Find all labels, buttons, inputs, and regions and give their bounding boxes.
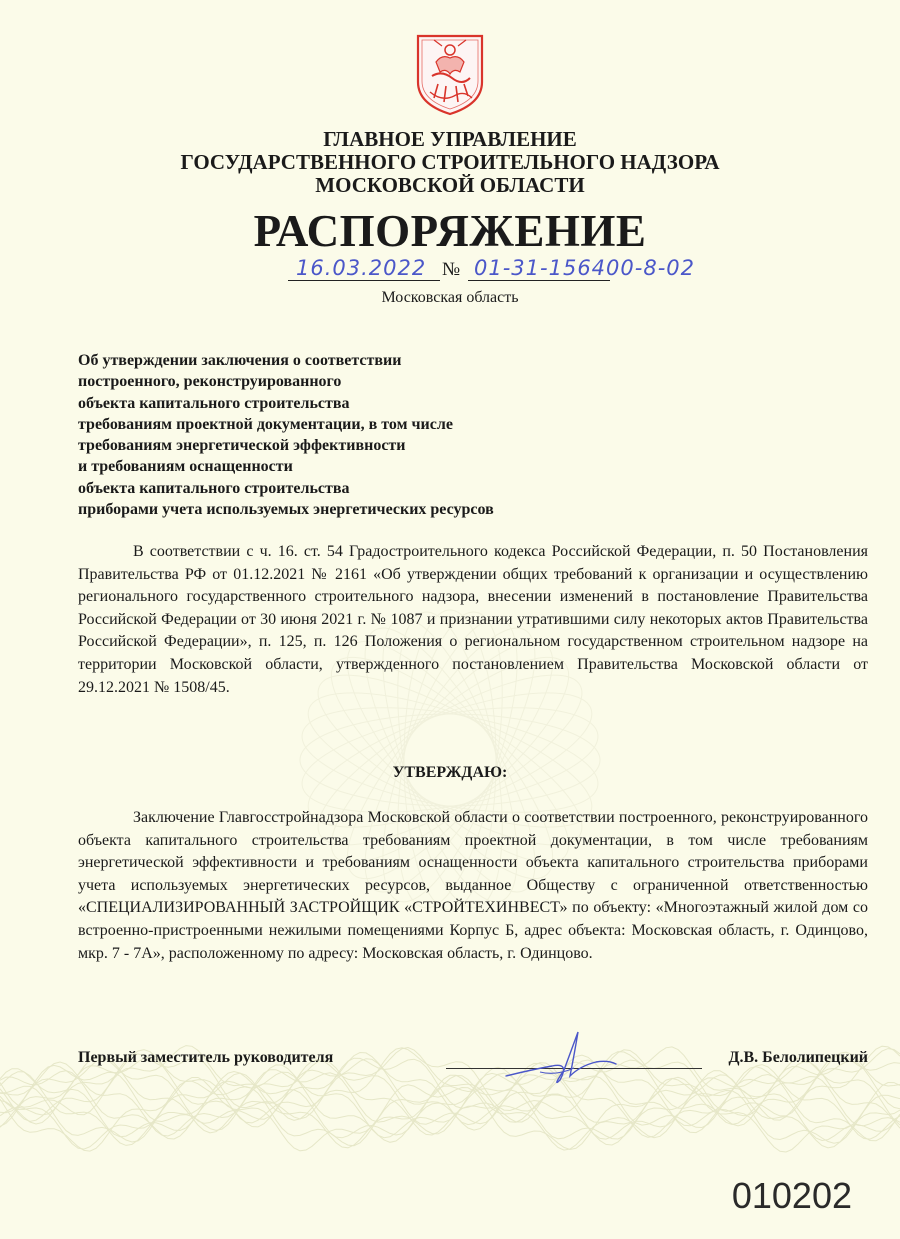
date-underline (288, 280, 440, 281)
subject-line: требованиям энергетической эффективности (78, 437, 406, 455)
order-number: 01-31-156400-8-02 (474, 256, 696, 280)
org-title-line1: ГЛАВНОЕ УПРАВЛЕНИЕ (323, 127, 577, 151)
subject-line: построенного, реконструированного (78, 373, 342, 391)
region-label: Московская область (381, 289, 519, 306)
org-title-line2: ГОСУДАРСТВЕННОГО СТРОИТЕЛЬНОГО НАДЗОРА (180, 150, 720, 174)
subject-block (78, 350, 598, 520)
number-sign: № (442, 259, 461, 280)
coat-of-arms-icon (412, 32, 488, 116)
subject-line: приборами учета используемых энергетических ресурсов (78, 501, 494, 519)
signatory-role: Первый заместитель руководителя (78, 1049, 334, 1066)
approve-heading: УТВЕРЖДАЮ: (392, 764, 508, 781)
subject-line: Об утверждении заключения о соответствии (78, 352, 402, 369)
signatory-name: Д.В. Белолипецкий (728, 1049, 868, 1066)
serial-number: 010202 (731, 1175, 852, 1216)
order-date: 16.03.2022 (296, 256, 427, 280)
subject-line: и требованиям оснащенности (78, 458, 293, 476)
subject-line: объекта капитального строительства (78, 394, 350, 412)
handwritten-signature-icon (500, 1026, 620, 1090)
number-underline (468, 280, 610, 281)
org-title-line3: МОСКОВСКОЙ ОБЛАСТИ (315, 173, 585, 197)
subject-line: требованиям проектной документации, в том числе (78, 415, 453, 433)
basis-paragraph: В соответствии с ч. 16. ст. 54 Градостроительного кодекса Российской Федерации, п. 50 Постановления Правительства РФ от 01.12.2021 № 2161 «Об утверждении общих требований к организации и осуществлению регионального государственного строительного надзора, внесении изменений в постановление Правительства Российской Федерации от 30 июня 2021 г. № 1087 и признании утратившими силу некоторых актов Правительства Российской Федерации», п. 125, п. 126 Положения о региональном государственном строительном надзоре на территории Московской области, утвержденного постановлением Правительства Московской области от 29.12.2021 № 1508/45. (78, 543, 868, 696)
conclusion-paragraph: Заключение Главгосстройнадзора Московской области о соответствии построенного, реконструированного объекта капитального строительства требованиям проектной документации, в том числе требованиям энергетической эффективности и требованиям оснащенности объекта капитального строительства приборами учета используемых энергетических ресурсов, выданное Обществу с ограниченной ответственностью «СПЕЦИАЛИЗИРОВАННЫЙ ЗАСТРОЙЩИК «СТРОЙТЕХИНВЕСТ» по объекту: «Многоэтажный жилой дом со встроенно-пристроенными нежилыми помещениями Корпус Б, адрес объекта: Московская область, г. Одинцово, мкр. 7 - 7А», расположенному по адресу: Московская область, г. Одинцово. (78, 809, 868, 962)
document-type-heading: РАСПОРЯЖЕНИЕ (253, 206, 647, 256)
subject-line: объекта капитального строительства (78, 479, 350, 497)
